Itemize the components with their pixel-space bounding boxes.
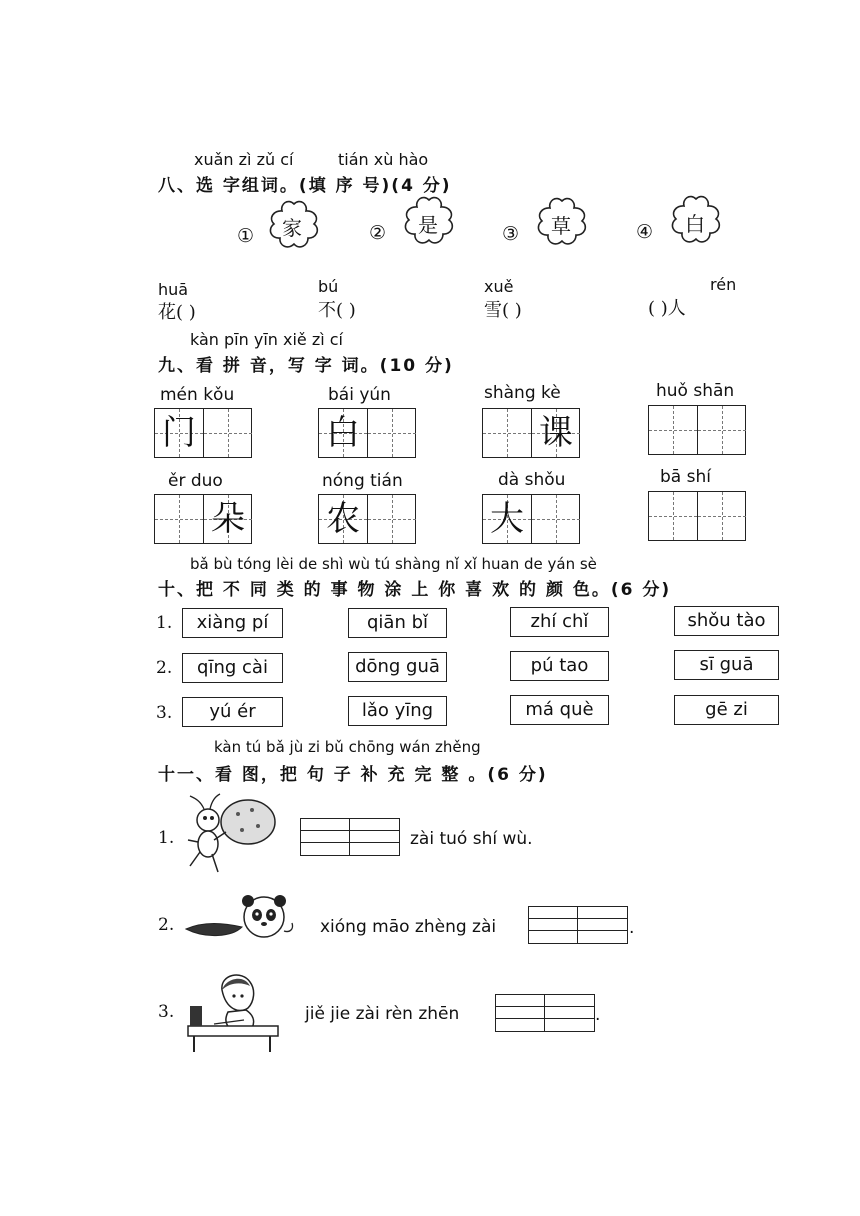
row-number: 3. bbox=[156, 703, 173, 723]
fill-blank-item: ( )人 bbox=[648, 298, 686, 319]
answer-box[interactable] bbox=[300, 818, 400, 856]
s10-pinyin: bǎ bù tóng lèi de shì wù tú shàng nǐ xǐ huan de yán sè bbox=[190, 555, 597, 573]
item-number: 3. bbox=[158, 1002, 175, 1022]
pinyin-word-box[interactable]: sī guā bbox=[674, 650, 779, 680]
fill-blank-item: 不( ) bbox=[318, 300, 356, 321]
row-number: 2. bbox=[156, 658, 173, 678]
grid-char: 课 bbox=[539, 413, 573, 453]
sentence-end: . bbox=[595, 1005, 601, 1025]
pinyin-word-box[interactable]: shǒu tào bbox=[674, 606, 779, 636]
writing-grid[interactable] bbox=[154, 494, 252, 544]
pinyin-word-box[interactable]: xiàng pí bbox=[182, 608, 283, 638]
ant-carrying-food-icon bbox=[178, 792, 278, 882]
option-char: 草 bbox=[551, 214, 571, 238]
word-pinyin: dà shǒu bbox=[498, 470, 566, 490]
pinyin-word-box[interactable]: gē zi bbox=[674, 695, 779, 725]
answer-box[interactable] bbox=[528, 906, 628, 944]
girl-writing-icon bbox=[184, 968, 284, 1054]
answer-box[interactable] bbox=[495, 994, 595, 1032]
s8-pinyin-a: xuǎn zì zǔ cí bbox=[194, 150, 294, 169]
writing-grid[interactable] bbox=[318, 494, 416, 544]
grid-char: 门 bbox=[162, 413, 196, 453]
pinyin-word-box[interactable]: yú ér bbox=[182, 697, 283, 727]
writing-grid[interactable] bbox=[482, 494, 580, 544]
sentence-end: . bbox=[629, 918, 635, 938]
item-number: 1. bbox=[158, 828, 175, 848]
pinyin-word-box[interactable]: qiān bǐ bbox=[348, 608, 447, 638]
item-pinyin: huā bbox=[158, 280, 189, 299]
item-pinyin: bú bbox=[318, 277, 339, 296]
pinyin-word-box[interactable]: má què bbox=[510, 695, 609, 725]
writing-grid[interactable] bbox=[648, 491, 746, 541]
word-pinyin: ěr duo bbox=[168, 471, 223, 491]
sentence-text: xióng māo zhèng zài bbox=[320, 917, 497, 937]
writing-grid[interactable] bbox=[154, 408, 252, 458]
item-pinyin: rén bbox=[710, 275, 737, 294]
s9-pinyin: kàn pīn yīn xiě zì cí bbox=[190, 330, 343, 349]
pinyin-word-box[interactable]: qīng cài bbox=[182, 653, 283, 683]
grid-char: 朵 bbox=[211, 499, 245, 539]
sentence-text: zài tuó shí wù. bbox=[410, 829, 533, 849]
fill-blank-item: 花( ) bbox=[158, 302, 196, 323]
option-char: 是 bbox=[418, 213, 438, 237]
s11-pinyin: kàn tú bǎ jù zi bǔ chōng wán zhěng bbox=[214, 738, 481, 756]
word-pinyin: bā shí bbox=[660, 467, 711, 487]
writing-grid[interactable] bbox=[318, 408, 416, 458]
option-char: 家 bbox=[282, 216, 302, 240]
item-pinyin: xuě bbox=[484, 277, 514, 296]
writing-grid[interactable] bbox=[482, 408, 580, 458]
grid-char: 大 bbox=[490, 499, 524, 539]
s11-title: 十一、看 图，把 句 子 补 充 完 整 。(6 分) bbox=[158, 765, 548, 785]
pinyin-word-box[interactable]: dōng guā bbox=[348, 652, 447, 682]
sentence-text: jiě jie zài rèn zhēn bbox=[305, 1004, 460, 1024]
word-pinyin: nóng tián bbox=[322, 471, 403, 491]
pinyin-word-box[interactable]: pú tao bbox=[510, 651, 609, 681]
s8-title: 八、选 字组词。(填 序 号)(4 分) bbox=[158, 176, 452, 196]
s10-title: 十、把 不 同 类 的 事 物 涂 上 你 喜 欢 的 颜 色。(6 分) bbox=[158, 580, 672, 600]
writing-grid[interactable] bbox=[648, 405, 746, 455]
option-num: ③ bbox=[502, 223, 520, 245]
item-number: 2. bbox=[158, 915, 175, 935]
word-pinyin: huǒ shān bbox=[656, 381, 735, 401]
fill-blank-item: 雪( ) bbox=[484, 300, 522, 321]
s9-title: 九、看 拼 音，写 字 词。(10 分) bbox=[158, 356, 454, 376]
grid-char: 农 bbox=[326, 499, 360, 539]
option-num: ④ bbox=[636, 221, 654, 243]
option-num: ② bbox=[369, 222, 387, 244]
option-num: ① bbox=[237, 225, 255, 247]
word-pinyin: mén kǒu bbox=[160, 385, 235, 405]
option-char: 白 bbox=[685, 212, 705, 236]
word-pinyin: bái yún bbox=[328, 385, 391, 405]
pinyin-word-box[interactable]: zhí chǐ bbox=[510, 607, 609, 637]
s8-pinyin-b: tián xù hào bbox=[338, 150, 429, 169]
row-number: 1. bbox=[156, 613, 173, 633]
word-pinyin: shàng kè bbox=[484, 383, 561, 403]
grid-char: 白 bbox=[326, 413, 360, 453]
pinyin-word-box[interactable]: lǎo yīng bbox=[348, 696, 447, 726]
panda-icon bbox=[184, 893, 296, 945]
